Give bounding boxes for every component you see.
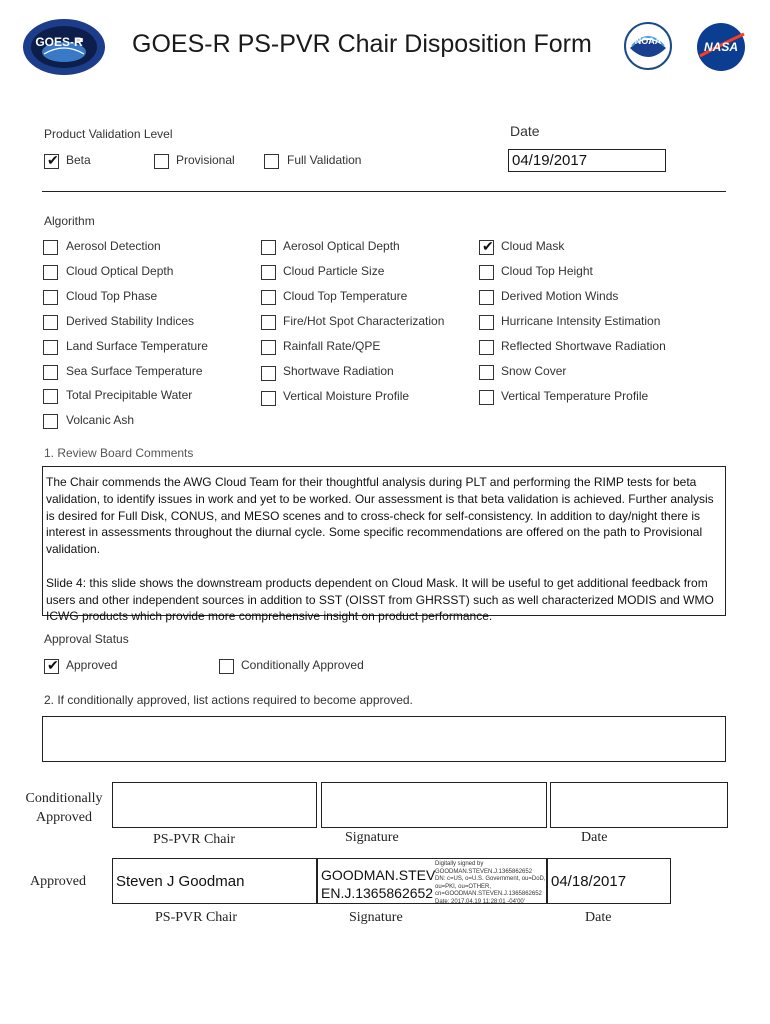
checkbox-cloud-particle-size[interactable] xyxy=(261,265,276,280)
algorithm-label: Algorithm xyxy=(44,214,95,228)
checkbox-sea-surface-temperature-label: Sea Surface Temperature xyxy=(66,364,203,378)
checkbox-aerosol-optical-depth[interactable] xyxy=(261,240,276,255)
date-value: 04/19/2017 xyxy=(512,152,588,169)
validation-level-label: Product Validation Level xyxy=(44,127,173,141)
checkbox-cloud-top-temperature-label: Cloud Top Temperature xyxy=(283,289,408,303)
svg-text:NASA: NASA xyxy=(703,40,739,54)
approved-chair-field[interactable] xyxy=(112,858,317,904)
checkbox-derived-motion-winds[interactable] xyxy=(479,290,494,305)
digital-sig-line: DN: c=US, o=U.S. Government, ou=DoD, xyxy=(435,876,546,882)
digital-signature-details xyxy=(435,861,546,906)
approved-signature-field[interactable] xyxy=(317,858,547,904)
noaa-logo xyxy=(624,22,672,70)
checkbox-hurricane-intensity[interactable] xyxy=(479,315,494,330)
chair-column-label-2: PS-PVR Chair xyxy=(155,910,238,925)
conditionally-label-line2: Approved xyxy=(36,810,92,825)
checkbox-cloud-mask-label: Cloud Mask xyxy=(501,239,565,253)
checkbox-volcanic-ash[interactable] xyxy=(43,414,58,429)
approved-date-value: 04/18/2017 xyxy=(551,873,627,890)
checkbox-rainfall-rate[interactable] xyxy=(261,340,276,355)
checkbox-provisional-label: Provisional xyxy=(176,153,235,167)
checkbox-land-surface-temperature[interactable] xyxy=(43,340,58,355)
review-paragraph-2: Slide 4: this slide shows the downstream products dependent on Cloud Mask. It will be useful to get additional feedback from users and other independent sources in addition to SST (OISST from GHRSST) such as well characterized MODIS and WMO ICWG products which provide more comprehensive insight on product performance. xyxy=(46,575,714,624)
checkbox-full-validation[interactable] xyxy=(264,154,279,169)
checkbox-reflected-shortwave[interactable] xyxy=(479,340,494,355)
checkbox-approved-label: Approved xyxy=(66,658,118,672)
checkbox-fire-hot-spot[interactable] xyxy=(261,315,276,330)
checkbox-vertical-moisture-profile-label: Vertical Moisture Profile xyxy=(283,389,410,403)
checkbox-cloud-top-temperature[interactable] xyxy=(261,290,276,305)
digital-sig-line: cn=GOODMAN.STEVEN.J.1365862652 xyxy=(435,891,542,897)
review-comments-label: 1. Review Board Comments xyxy=(44,446,194,460)
checkbox-shortwave-radiation-label: Shortwave Radiation xyxy=(283,364,394,378)
checkbox-land-surface-temperature-label: Land Surface Temperature xyxy=(66,339,208,353)
approved-date-field[interactable] xyxy=(547,858,671,904)
checkbox-vertical-temperature-profile[interactable] xyxy=(479,390,494,405)
checkbox-derived-motion-winds-label: Derived Motion Winds xyxy=(501,289,619,303)
chair-column-label: PS-PVR Chair xyxy=(153,832,236,847)
conditional-signature-field[interactable] xyxy=(321,782,547,828)
signature-column-label: Signature xyxy=(345,830,399,845)
svg-text:GOES-R: GOES-R xyxy=(35,35,83,49)
conditional-chair-field[interactable] xyxy=(112,782,317,828)
checkbox-snow-cover[interactable] xyxy=(479,365,494,380)
checkbox-aerosol-optical-depth-label: Aerosol Optical Depth xyxy=(283,239,400,253)
date-column-label: Date xyxy=(581,830,608,845)
signature-name-line2: EN.J.1365862652 xyxy=(321,885,434,901)
approved-chair-name: Steven J Goodman xyxy=(116,873,245,890)
date-field[interactable] xyxy=(508,149,666,172)
checkbox-cloud-top-phase-label: Cloud Top Phase xyxy=(66,289,158,303)
checkbox-hurricane-intensity-label: Hurricane Intensity Estimation xyxy=(501,314,661,328)
digital-sig-line: GOODMAN.STEVEN.J.1365862652 xyxy=(435,868,533,875)
checkbox-derived-stability-indices-label: Derived Stability Indices xyxy=(66,314,195,328)
checkbox-cloud-mask[interactable]: ✔ xyxy=(479,240,494,255)
checkbox-cloud-optical-depth-label: Cloud Optical Depth xyxy=(66,264,174,278)
checkbox-beta[interactable]: ✔ xyxy=(44,154,59,169)
checkbox-rainfall-rate-label: Rainfall Rate/QPE xyxy=(283,339,381,353)
date-label: Date xyxy=(510,123,540,139)
signature-name-line1: GOODMAN.STEV xyxy=(321,867,436,883)
checkbox-vertical-temperature-profile-label: Vertical Temperature Profile xyxy=(501,389,649,403)
checkbox-conditionally-approved-label: Conditionally Approved xyxy=(241,658,364,672)
checkbox-approved[interactable]: ✔ xyxy=(44,659,59,674)
checkbox-conditionally-approved[interactable] xyxy=(219,659,234,674)
checkbox-provisional[interactable] xyxy=(154,154,169,169)
digital-sig-line: Digitally signed by xyxy=(435,861,484,867)
approved-row-label: Approved xyxy=(30,874,86,889)
section-divider xyxy=(42,191,726,192)
checkbox-vertical-moisture-profile[interactable] xyxy=(261,391,276,406)
svg-text:NOAA: NOAA xyxy=(634,36,662,46)
checkbox-aerosol-detection[interactable] xyxy=(43,240,58,255)
checkbox-shortwave-radiation[interactable] xyxy=(261,366,276,381)
checkbox-cloud-top-height[interactable] xyxy=(479,265,494,280)
signature-column-label-2: Signature xyxy=(349,910,403,925)
page-title: GOES-R PS-PVR Chair Disposition Form xyxy=(132,30,592,58)
checkbox-total-precipitable-water[interactable] xyxy=(43,389,58,404)
conditional-actions-label: 2. If conditionally approved, list actions required to become approved. xyxy=(44,693,413,707)
checkbox-aerosol-detection-label: Aerosol Detection xyxy=(66,239,161,253)
conditionally-approved-row-label xyxy=(14,789,114,827)
checkbox-cloud-top-phase[interactable] xyxy=(43,290,58,305)
checkbox-total-precipitable-water-label: Total Precipitable Water xyxy=(66,388,193,402)
checkbox-full-validation-label: Full Validation xyxy=(287,153,362,167)
conditional-date-field[interactable] xyxy=(550,782,728,828)
checkbox-beta-label: Beta xyxy=(66,153,91,167)
checkbox-reflected-shortwave-label: Reflected Shortwave Radiation xyxy=(501,339,666,353)
checkbox-cloud-optical-depth[interactable] xyxy=(43,265,58,280)
checkbox-fire-hot-spot-label: Fire/Hot Spot Characterization xyxy=(283,314,445,328)
checkbox-cloud-particle-size-label: Cloud Particle Size xyxy=(283,264,385,278)
review-comments-textarea[interactable] xyxy=(42,466,726,624)
checkbox-cloud-top-height-label: Cloud Top Height xyxy=(501,264,593,278)
checkbox-volcanic-ash-label: Volcanic Ash xyxy=(66,413,135,427)
date-column-label-2: Date xyxy=(585,910,612,925)
digital-sig-line: ou=PKI, ou=OTHER, xyxy=(435,883,492,890)
digital-sig-line: Date: 2017.04.19 11:28:01 -04'00' xyxy=(435,898,525,905)
checkbox-sea-surface-temperature[interactable] xyxy=(43,365,58,380)
approved-signature-name xyxy=(321,866,435,902)
review-paragraph-1: The Chair commends the AWG Cloud Team for their thoughtful analysis during PLT and performing the RIMP tests for beta validation, to identify issues in work and yet to be worked. Our assessment is that beta validation is achieved. Further analysis is desired for Full Disk, CONUS, and MESO scenes and to cross-check for self-consistency. In addition to day/night there is interest in assessments throughout the diurnal cycle. Some specific recommendations are offered on the path to Provisional validation. xyxy=(46,475,714,557)
nasa-logo xyxy=(694,22,748,72)
conditionally-label-line1: Conditionally xyxy=(25,791,103,806)
checkbox-snow-cover-label: Snow Cover xyxy=(501,364,567,378)
approval-status-label: Approval Status xyxy=(44,632,129,646)
conditional-actions-field[interactable] xyxy=(42,716,726,762)
goes-r-logo xyxy=(22,18,106,76)
checkbox-derived-stability-indices[interactable] xyxy=(43,315,58,330)
